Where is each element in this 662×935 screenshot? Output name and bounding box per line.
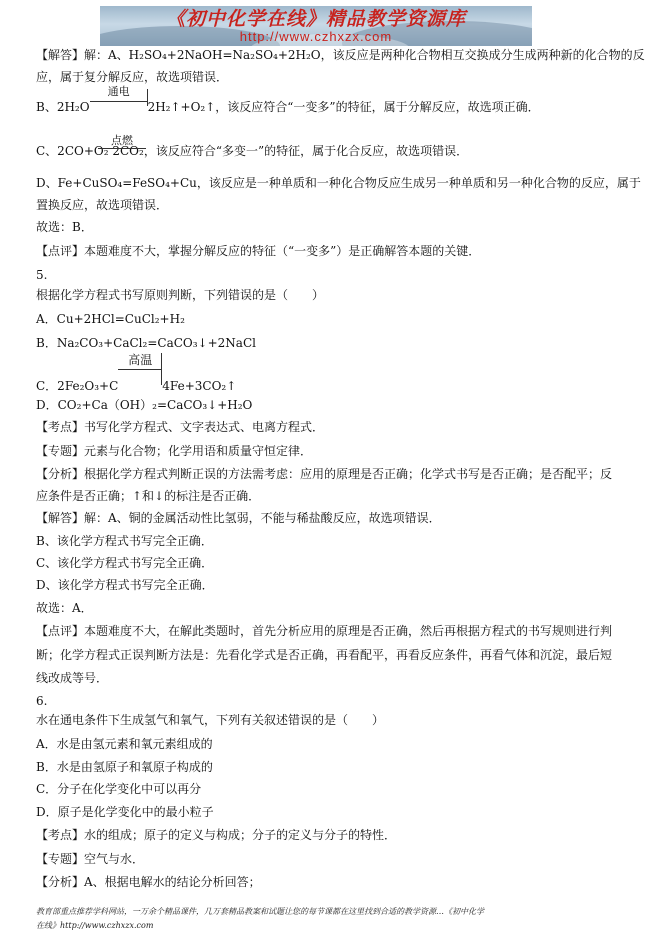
text-line: 应，属于复分解反应，故选项错误．: [36, 70, 229, 84]
text-line: 【点评】本题难度不大，在解此类题时，首先分析应用的原理是否正确，然后再根据方程式的书写规则进行判: [36, 624, 613, 638]
option-d: D．原子是化学变化中的最小粒子: [36, 805, 214, 819]
option-c: C．分子在化学变化中可以再分: [36, 782, 202, 796]
text-line: 【解答】解：A、铜的金属活动性比氢弱，不能与稀盐酸反应，故选项错误．: [36, 511, 441, 525]
option-b: B．Na₂CO₃+CaCl₂=CaCO₃↓+2NaCl: [36, 336, 256, 350]
text-line: 【点评】本题难度不大，掌握分解反应的特征（“一变多”）是正确解答本题的关键．: [36, 244, 481, 258]
reaction-condition: [118, 353, 162, 390]
text-line: 【分析】根据化学方程式判断正误的方法需考虑：应用的原理是否正确；化学式书写是否正确；是否配平；反: [36, 467, 613, 481]
text-line: 故选：B．: [36, 220, 93, 234]
option-b: B．水是由氢原子和氧原子构成的: [36, 760, 213, 774]
text-line: C、该化学方程式书写完全正确．: [36, 556, 214, 570]
question-text: 根据化学方程式书写原则判断，下列错误的是（ ）: [36, 288, 325, 302]
text-line: 置换反应，故选项错误．: [36, 198, 169, 212]
footer-link[interactable]: 在线》http://www.czhxzx.com: [36, 921, 154, 930]
equation-right: 4Fe+3CO₂↑: [162, 379, 237, 393]
condition-label: 点燃: [111, 134, 133, 147]
text-line: 【考点】书写化学方程式、文字表达式、电离方程式．: [36, 420, 325, 434]
option-d: D．CO₂+Ca（OH）₂=CaCO₃↓+H₂O: [36, 398, 253, 412]
equation-left: C．2Fe₂O₃+C: [36, 379, 119, 393]
banner-title: 《初中化学在线》精品教学资源库: [165, 8, 466, 30]
option-c: [36, 353, 237, 396]
option-a: A．水是由氢元素和氧元素组成的: [36, 737, 213, 751]
condition-label: 通电: [107, 85, 130, 98]
equation-left: B、2H₂O: [36, 100, 90, 114]
footer-text: 教育部重点推荐学科网站，一万余个精品课件，几万套精品教案和试题让您的每节课都在这里找到合适的教学资源…《初中化学: [36, 907, 484, 916]
text-line: B、该化学方程式书写完全正确．: [36, 534, 213, 548]
text-line: 【解答】解：A、H₂SO₄+2NaOH=Na₂SO₄+2H₂O，该反应是两种化合物相互交换成分生成两种新的化合物的反: [36, 48, 645, 62]
question-text: 水在通电条件下生成氢气和氧气，下列有关叙述错误的是（ ）: [36, 713, 385, 727]
text-line: 【分析】A、根据电解水的结论分析回答；: [36, 875, 261, 889]
equation-line: [36, 85, 540, 117]
text-line: 应条件是否正确；↑和↓的标注是否正确．: [36, 489, 261, 503]
text-line: 断；化学方程式正误判断方法是：先看化学式是否正确，再看配平，再看反应条件，再看气体和沉淀，最后短: [36, 648, 613, 662]
text-line: D、Fe+CuSO₄=FeSO₄+Cu，该反应是一种单质和一种化合物反应生成另一种单质和另一种化合物的反应，属于: [36, 176, 641, 190]
reaction-condition: [98, 135, 146, 149]
text-line: 【专题】元素与化合物；化学用语和质量守恒定律．: [36, 444, 313, 458]
text-line: 【专题】空气与水．: [36, 852, 145, 866]
option-a: A．Cu+2HCl=CuCl₂+H₂: [36, 312, 185, 326]
question-number: 6.: [36, 694, 48, 708]
page-footer: [36, 905, 636, 933]
equation-right: 2H₂↑+O₂↑，该反应符合“一变多”的特征，属于分解反应，故选项正确．: [147, 100, 540, 114]
condition-label: 高温: [128, 353, 153, 367]
text-line: 线改成等号．: [36, 671, 109, 685]
equation-text: C、2CO+O₂ 2CO₂，该反应符合“多变一”的特征，属于化合反应，故选项错误．: [36, 144, 469, 158]
text-line: 【考点】水的组成；原子的定义与构成；分子的定义与分子的特性．: [36, 828, 397, 842]
text-line: D、该化学方程式书写完全正确．: [36, 578, 214, 592]
banner-url-link[interactable]: http://www.czhxzx.com: [239, 29, 393, 44]
text-line: 故选：A．: [36, 601, 93, 615]
question-number: 5.: [36, 268, 48, 282]
header-banner: [100, 6, 532, 46]
reaction-condition: [90, 85, 148, 111]
